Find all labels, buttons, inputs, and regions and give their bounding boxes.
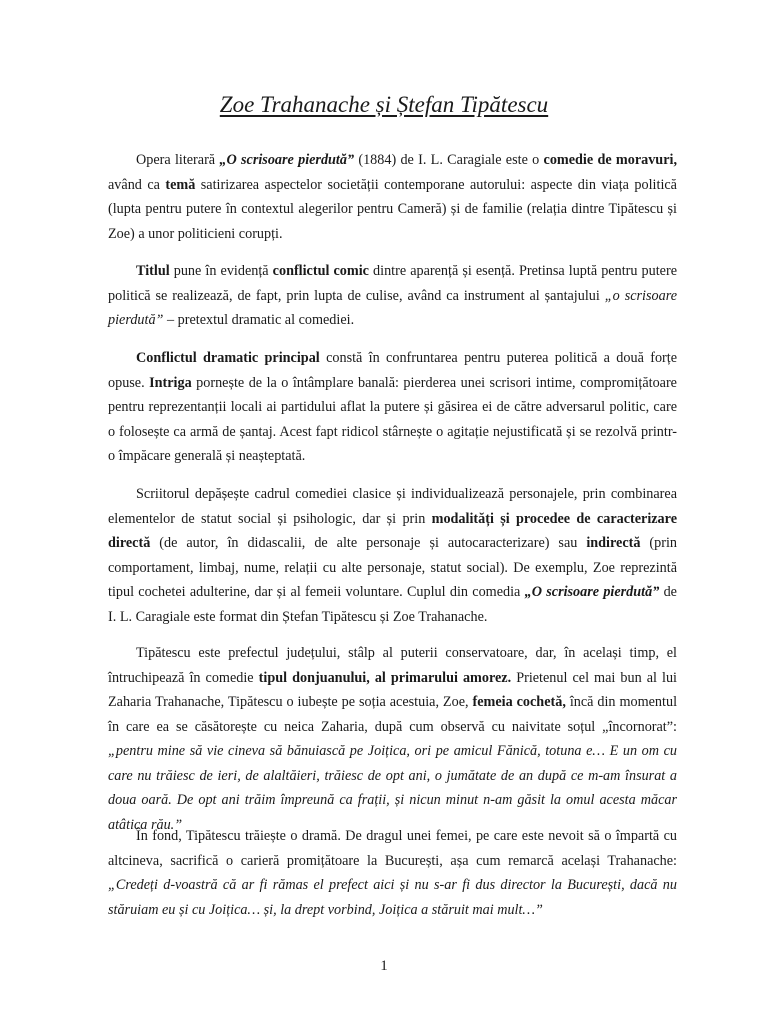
text: de I. L. Caragiale este format din Ștefan Tipătescu și Zoe Trahanache. (108, 584, 677, 625)
page-number: 1 (380, 958, 388, 974)
text: Prietenul cel mai bun al lui Zaharia Trahanache, Tipătescu o iubește pe soția acestuia, Zoe, (108, 669, 677, 710)
text: pune în evidență (169, 263, 273, 279)
emphasis: femeia cochetă, (472, 694, 566, 710)
paragraph-title (108, 259, 677, 333)
emphasis: Titlul (136, 263, 170, 279)
text: – pretextul dramatic al comediei. (163, 312, 355, 328)
quote: „o scrisoare pierdută” (108, 287, 678, 328)
text: Opera literară (136, 152, 220, 168)
emphasis: conflictul comic (272, 263, 369, 279)
emphasis: modalități și procedee de caracterizare directă (108, 510, 677, 551)
text: (prin comportament, limbaj, nume, relații cu alte personaje, statut social). De exemplu, Zoe reprezintă tipul cochetei adulterine, dar și al femeii voluntare. Cuplul din comedia (108, 535, 677, 600)
text: (1884) de I. L. Caragiale este o (354, 152, 544, 168)
text: încă din momentul în care ea se căsătorește cu neica Zaharia, după cum observă cu naivitate soțul „încornorat”: (108, 694, 678, 735)
paragraph-intro (108, 148, 677, 246)
paragraph-conflict (108, 346, 677, 469)
text: (de autor, în didascalii, de alte personaje și autocaracterizare) sau (150, 535, 587, 551)
paragraph-characterization (108, 482, 677, 629)
text: dintre aparență și esență. Pretinsa luptă pentru putere politică se realizează, de fapt, prin lupta de culise, având ca instrument al șantajului (108, 263, 677, 304)
emphasis: temă (165, 176, 196, 193)
text: În fond, Tipătescu trăiește o dramă. De dragul unei femei, pe care este nevoit să o împartă cu altcineva, sacrifică o carieră promițătoare la București, așa cum remarcă același Trahanache: (108, 828, 677, 869)
work-title: „O scrisoare pierdută” (219, 152, 355, 168)
emphasis: indirectă (586, 535, 641, 551)
paragraph-drama (108, 824, 677, 922)
emphasis: tipul donjuanului, al primarului amorez. (258, 669, 512, 686)
page-title: Zoe Trahanache și Ștefan Tipătescu (219, 92, 549, 117)
text: satirizarea aspectelor societății contemporane autorului: aspecte din viața politică (lupta pentru putere în contextul alegerilor pentru Cameră) și de familie (relația dintre Tipătescu și Zoe) a unor politicieni corupți. (108, 176, 677, 242)
work-title: „O scrisoare pierdută” (524, 584, 660, 600)
emphasis: Conflictul dramatic principal (136, 350, 320, 366)
quote: „pentru mine să vie cineva să bănuiască pe Joițica, ori pe amicul Fănică, totuna e… E un om cu care nu trăiesc de ieri, de alaltăieri, trăiesc de opt ani, o jumătate de an după ce m-am însurat a doua oară. De opt ani trăim împreună ca frații, și nicun minut n-am găsit la omul acesta măcar atâtica rău.” (108, 743, 677, 833)
paragraph-tipatescu (108, 641, 677, 837)
text: pornește de la o întâmplare banală: pierderea unei scrisori intime, compromițătoare pentru reprezentanții locali ai partidului aflat la putere și găsirea ei de către adversarul politic, care o folosește ca armă de șantaj. Acest fapt ridicol stârnește o agitație nejustificată și se rezolvă printr-o împăcare generală și neașteptată. (108, 374, 677, 464)
emphasis: Intriga (149, 374, 192, 391)
text: Scriitorul depășește cadrul comediei clasice și individualizează personajele, prin combinarea elementelor de statut social și psihologic, dar și prin (108, 486, 677, 527)
emphasis: comedie de moravuri, (543, 152, 677, 168)
text: Tipătescu este prefectul județului, stâlp al puterii conservatoare, dar, în același timp, el întruchipează în comedie (108, 645, 677, 686)
text: constă în confruntarea pentru puterea politică a două forțe opuse. (108, 350, 677, 391)
quote: „Credeți d-voastră că ar fi rămas el prefect aici și nu s-ar fi dus director la București, dacă nu stăruiam eu și cu Joițica… și, la drept vorbind, Joițica a stăruit mai mult…” (108, 877, 677, 918)
text: având ca (108, 176, 166, 193)
